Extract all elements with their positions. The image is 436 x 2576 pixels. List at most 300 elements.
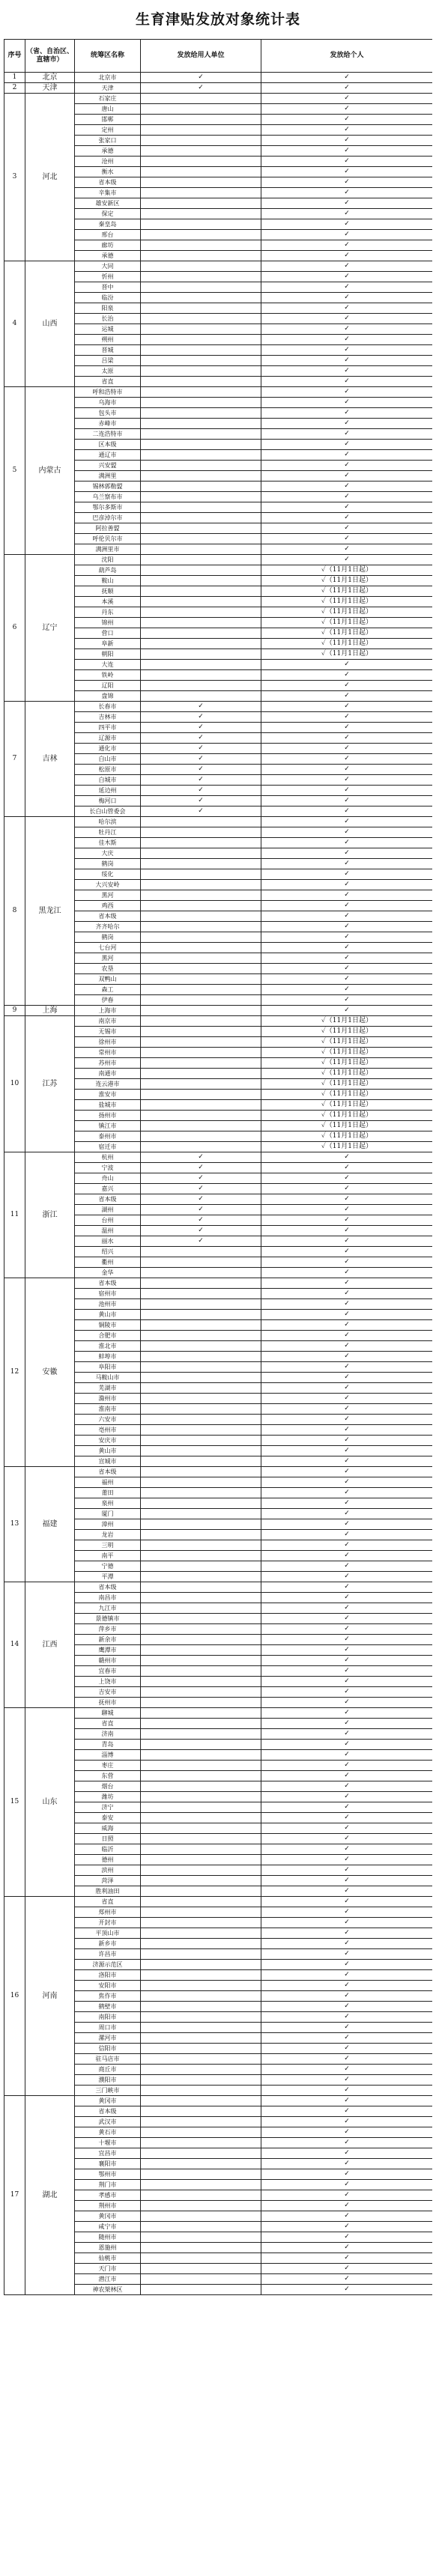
row-unit-mark (141, 157, 261, 167)
row-city: 省本级 (75, 1582, 141, 1593)
row-city: 盐城市 (75, 1100, 141, 1111)
row-unit-mark (141, 1331, 261, 1341)
row-person-mark: ✓ (261, 555, 433, 565)
row-city: 省本级 (75, 2106, 141, 2117)
row-unit-mark (141, 2106, 261, 2117)
row-person-mark: ✓ (261, 1194, 433, 1205)
row-person-mark: ✓ (261, 1960, 433, 1970)
row-unit-mark (141, 943, 261, 953)
row-unit-mark (141, 177, 261, 188)
row-city: 大庆 (75, 848, 141, 859)
row-city: 天津 (75, 83, 141, 94)
row-city: 无锡市 (75, 1027, 141, 1037)
row-city: 省本级 (75, 177, 141, 188)
row-unit-mark (141, 869, 261, 880)
row-city: 鸡西 (75, 901, 141, 911)
row-person-mark: ✓ (261, 356, 433, 366)
row-unit-mark (141, 1477, 261, 1488)
row-unit-mark (141, 1635, 261, 1645)
table-row (4, 555, 433, 565)
row-city: 阜新 (75, 639, 141, 649)
row-unit-mark (141, 1509, 261, 1519)
row-person-mark: ✓ (261, 377, 433, 387)
row-person-mark: ✓ (261, 901, 433, 911)
row-city: 襄阳市 (75, 2159, 141, 2169)
row-person-mark: ✓ (261, 1970, 433, 1981)
row-seq: 5 (4, 387, 25, 555)
row-city: 滁州市 (75, 1394, 141, 1404)
row-city: 平顶山市 (75, 1928, 141, 1939)
row-person-mark: ✓ (261, 953, 433, 964)
row-city: 辽阳 (75, 681, 141, 691)
row-person-mark: ✓ (261, 83, 433, 94)
row-unit-mark (141, 293, 261, 303)
row-city: 扬州市 (75, 1111, 141, 1121)
row-person-mark: ✓ (261, 471, 433, 482)
row-city: 唐山 (75, 104, 141, 115)
row-person-mark: ✓ (261, 786, 433, 796)
row-person-mark: ✓ (261, 2285, 433, 2295)
row-unit-mark: ✓ (141, 786, 261, 796)
row-province: 黑龙江 (25, 817, 75, 1006)
row-city: 运城 (75, 324, 141, 335)
row-unit-mark (141, 356, 261, 366)
row-unit-mark (141, 2012, 261, 2023)
row-unit-mark (141, 125, 261, 136)
row-person-mark: ✓ (261, 1666, 433, 1677)
row-person-mark: ✓ (261, 2169, 433, 2180)
row-person-mark: ✓ (261, 450, 433, 461)
row-person-mark: ✓ (261, 240, 433, 251)
row-person-mark: ✓ (261, 1781, 433, 1792)
row-city: 白山市 (75, 754, 141, 765)
row-person-mark: ✓ (261, 198, 433, 209)
row-city: 南通市 (75, 1069, 141, 1079)
row-person-mark: ✓ (261, 492, 433, 502)
row-unit-mark (141, 618, 261, 628)
row-person-mark: ✓ (261, 1834, 433, 1844)
row-unit-mark (141, 2211, 261, 2222)
row-unit-mark (141, 848, 261, 859)
row-city: 黄冈市 (75, 2211, 141, 2222)
row-unit-mark: ✓ (141, 1163, 261, 1173)
row-city: 吉林市 (75, 712, 141, 723)
row-unit-mark (141, 1037, 261, 1048)
row-unit-mark (141, 1121, 261, 1131)
row-unit-mark (141, 94, 261, 104)
row-unit-mark (141, 534, 261, 544)
row-unit-mark (141, 1467, 261, 1477)
row-person-mark: ✓ (261, 73, 433, 83)
table-row (4, 94, 433, 104)
row-unit-mark (141, 2148, 261, 2159)
row-city: 杭州 (75, 1152, 141, 1163)
row-unit-mark (141, 1540, 261, 1551)
row-person-mark: ✓ (261, 702, 433, 712)
row-person-mark: ✓ (261, 272, 433, 282)
row-unit-mark (141, 450, 261, 461)
row-person-mark: ✓（11月1日起） (261, 1121, 433, 1131)
row-person-mark: ✓ (261, 2033, 433, 2044)
row-unit-mark: ✓ (141, 712, 261, 723)
row-province: 河南 (25, 1897, 75, 2096)
row-unit-mark (141, 1719, 261, 1729)
row-unit-mark (141, 1855, 261, 1865)
row-person-mark: ✓ (261, 1750, 433, 1761)
row-city: 德州 (75, 1855, 141, 1865)
row-person-mark: ✓ (261, 2096, 433, 2106)
row-person-mark: ✓ (261, 387, 433, 398)
row-city: 省直 (75, 1719, 141, 1729)
row-unit-mark (141, 482, 261, 492)
row-unit-mark (141, 2169, 261, 2180)
row-person-mark: ✓ (261, 440, 433, 450)
row-person-mark: ✓ (261, 1603, 433, 1614)
row-person-mark: ✓ (261, 1582, 433, 1593)
row-city: 绍兴 (75, 1247, 141, 1257)
row-person-mark: ✓ (261, 1173, 433, 1184)
row-city: 太原 (75, 366, 141, 377)
table-row (4, 1708, 433, 1719)
row-person-mark: ✓ (261, 1561, 433, 1572)
row-unit-mark (141, 1394, 261, 1404)
row-city: 本溪 (75, 597, 141, 607)
row-unit-mark: ✓ (141, 83, 261, 94)
row-person-mark: ✓ (261, 1425, 433, 1436)
row-city: 乌海市 (75, 398, 141, 408)
row-city: 牡丹江 (75, 827, 141, 838)
row-person-mark: ✓ (261, 146, 433, 157)
row-unit-mark: ✓ (141, 1215, 261, 1226)
row-person-mark: ✓ (261, 1624, 433, 1635)
row-unit-mark (141, 1781, 261, 1792)
row-unit-mark (141, 1572, 261, 1582)
row-person-mark: ✓ (261, 848, 433, 859)
row-city: 菏泽 (75, 1876, 141, 1886)
row-unit-mark (141, 314, 261, 324)
row-person-mark: ✓ (261, 691, 433, 702)
row-city: 鄂州市 (75, 2169, 141, 2180)
table-row (4, 1897, 433, 1907)
row-city: 巴彦淖尔市 (75, 513, 141, 523)
page-title: 生育津贴发放对象统计表 (135, 11, 300, 28)
row-city: 潍坊 (75, 1792, 141, 1802)
row-city: 吉安市 (75, 1687, 141, 1698)
row-city: 满洲里市 (75, 544, 141, 555)
row-city: 济宁 (75, 1802, 141, 1813)
row-city: 淮安市 (75, 1090, 141, 1100)
row-person-mark: ✓ (261, 1918, 433, 1928)
header-city: 统筹区名称 (75, 40, 141, 73)
row-person-mark: ✓ (261, 2201, 433, 2211)
row-city: 满洲里 (75, 471, 141, 482)
table-row (4, 702, 433, 712)
row-city: 阜阳市 (75, 1362, 141, 1373)
row-unit-mark: ✓ (141, 1194, 261, 1205)
row-person-mark: ✓ (261, 1740, 433, 1750)
row-person-mark: ✓ (261, 104, 433, 115)
row-city: 区本级 (75, 440, 141, 450)
row-person-mark: ✓ (261, 261, 433, 272)
row-person-mark: ✓ (261, 1949, 433, 1960)
row-person-mark: ✓ (261, 1509, 433, 1519)
row-person-mark: ✓ (261, 408, 433, 419)
row-city: 石家庄 (75, 94, 141, 104)
row-unit-mark (141, 1614, 261, 1624)
row-person-mark: ✓ (261, 2253, 433, 2264)
table-row (4, 1278, 433, 1289)
row-city: 濮阳市 (75, 2075, 141, 2086)
row-person-mark: ✓ (261, 1373, 433, 1383)
row-city: 威海 (75, 1823, 141, 1834)
row-unit-mark (141, 1624, 261, 1635)
row-unit-mark (141, 324, 261, 335)
row-city: 滨州 (75, 1865, 141, 1876)
row-city: 晋城 (75, 345, 141, 356)
row-person-mark: ✓ (261, 1278, 433, 1289)
row-city: 南阳市 (75, 2012, 141, 2023)
row-person-mark: ✓（11月1日起） (261, 1037, 433, 1048)
row-city: 荆门市 (75, 2180, 141, 2190)
row-unit-mark (141, 167, 261, 177)
row-person-mark: ✓ (261, 230, 433, 240)
table-row (4, 1016, 433, 1027)
row-city: 沧州 (75, 157, 141, 167)
row-person-mark: ✓ (261, 1404, 433, 1415)
row-city: 沈阳 (75, 555, 141, 565)
header-seq: 序号 (4, 40, 25, 73)
row-unit-mark (141, 1058, 261, 1069)
row-seq: 13 (4, 1467, 25, 1582)
row-person-mark: ✓ (261, 1907, 433, 1918)
row-city: 九江市 (75, 1603, 141, 1614)
row-city: 伊春 (75, 995, 141, 1006)
row-unit-mark: ✓ (141, 723, 261, 733)
row-city: 邯郸 (75, 115, 141, 125)
row-person-mark: ✓（11月1日起） (261, 639, 433, 649)
row-person-mark: ✓ (261, 2086, 433, 2096)
row-person-mark: ✓ (261, 1268, 433, 1278)
row-city: 吕梁 (75, 356, 141, 366)
row-city: 双鸭山 (75, 974, 141, 985)
row-person-mark: ✓ (261, 157, 433, 167)
row-person-mark: ✓ (261, 1477, 433, 1488)
row-city: 葫芦岛 (75, 565, 141, 576)
row-city: 淄博 (75, 1750, 141, 1761)
row-city: 上海市 (75, 1006, 141, 1016)
row-unit-mark: ✓ (141, 754, 261, 765)
row-person-mark: ✓（11月1日起） (261, 649, 433, 660)
row-unit-mark (141, 1362, 261, 1373)
table-body (4, 73, 433, 2295)
row-person-mark: ✓ (261, 1540, 433, 1551)
row-person-mark: ✓ (261, 890, 433, 901)
row-city: 晋中 (75, 282, 141, 293)
row-unit-mark (141, 219, 261, 230)
row-city: 合肥市 (75, 1331, 141, 1341)
row-person-mark: ✓ (261, 177, 433, 188)
row-person-mark: ✓ (261, 209, 433, 219)
row-person-mark: ✓ (261, 282, 433, 293)
row-city: 省本级 (75, 1467, 141, 1477)
row-person-mark: ✓ (261, 2190, 433, 2201)
header-person: 发放给个人 (261, 40, 433, 73)
table-row (4, 1582, 433, 1593)
row-unit-mark: ✓ (141, 765, 261, 775)
row-person-mark: ✓ (261, 1886, 433, 1897)
row-city: 忻州 (75, 272, 141, 282)
row-person-mark: ✓ (261, 461, 433, 471)
row-city: 秦皇岛 (75, 219, 141, 230)
row-city: 营口 (75, 628, 141, 639)
row-person-mark: ✓ (261, 1928, 433, 1939)
row-province: 上海 (25, 1006, 75, 1016)
row-person-mark: ✓ (261, 1729, 433, 1740)
row-unit-mark (141, 1761, 261, 1771)
row-person-mark: ✓（11月1日起） (261, 1058, 433, 1069)
row-person-mark: ✓ (261, 723, 433, 733)
row-person-mark: ✓ (261, 943, 433, 953)
row-city: 黄石市 (75, 2127, 141, 2138)
row-unit-mark: ✓ (141, 1205, 261, 1215)
row-person-mark: ✓ (261, 1719, 433, 1729)
row-unit-mark (141, 198, 261, 209)
row-person-mark: ✓ (261, 2127, 433, 2138)
row-unit-mark (141, 136, 261, 146)
row-person-mark: ✓ (261, 1362, 433, 1373)
row-city: 齐齐哈尔 (75, 922, 141, 932)
row-person-mark: ✓ (261, 1708, 433, 1719)
row-city: 嘉兴 (75, 1184, 141, 1194)
row-person-mark: ✓ (261, 964, 433, 974)
row-unit-mark (141, 660, 261, 670)
row-person-mark: ✓ (261, 94, 433, 104)
row-person-mark: ✓ (261, 502, 433, 513)
row-unit-mark (141, 2190, 261, 2201)
header-unit: 发放给用人单位 (141, 40, 261, 73)
row-person-mark: ✓ (261, 1488, 433, 1498)
row-seq: 11 (4, 1152, 25, 1278)
row-city: 临汾 (75, 293, 141, 303)
row-unit-mark (141, 1939, 261, 1949)
row-unit-mark (141, 1708, 261, 1719)
row-person-mark: ✓ (261, 806, 433, 817)
row-person-mark: ✓ (261, 1341, 433, 1352)
row-unit-mark (141, 1310, 261, 1320)
row-unit-mark (141, 366, 261, 377)
row-person-mark: ✓ (261, 2148, 433, 2159)
row-city: 台州 (75, 1215, 141, 1226)
row-seq: 12 (4, 1278, 25, 1467)
row-unit-mark (141, 513, 261, 523)
row-unit-mark (141, 251, 261, 261)
row-unit-mark (141, 1530, 261, 1540)
row-person-mark: ✓ (261, 2159, 433, 2169)
row-city: 哈尔滨 (75, 817, 141, 827)
row-unit-mark (141, 1352, 261, 1362)
row-unit-mark (141, 240, 261, 251)
row-unit-mark (141, 1865, 261, 1876)
row-unit-mark: ✓ (141, 1152, 261, 1163)
row-person-mark: ✓（11月1日起） (261, 1090, 433, 1100)
row-province: 湖北 (25, 2096, 75, 2295)
row-person-mark: ✓ (261, 775, 433, 786)
row-person-mark: ✓ (261, 2180, 433, 2190)
row-unit-mark (141, 1666, 261, 1677)
row-unit-mark (141, 890, 261, 901)
row-province: 浙江 (25, 1152, 75, 1278)
row-person-mark: ✓（11月1日起） (261, 1016, 433, 1027)
row-unit-mark (141, 523, 261, 534)
row-city: 新乡市 (75, 1939, 141, 1949)
row-city: 南京市 (75, 1016, 141, 1027)
row-unit-mark (141, 1603, 261, 1614)
row-province: 江西 (25, 1582, 75, 1708)
row-person-mark: ✓ (261, 1320, 433, 1331)
row-city: 孝感市 (75, 2190, 141, 2201)
row-unit-mark (141, 1582, 261, 1593)
row-unit-mark (141, 104, 261, 115)
row-city: 衢州 (75, 1257, 141, 1268)
row-person-mark: ✓ (261, 796, 433, 806)
row-unit-mark (141, 2264, 261, 2274)
row-unit-mark (141, 1142, 261, 1152)
row-seq: 15 (4, 1708, 25, 1897)
row-unit-mark (141, 1729, 261, 1740)
row-person-mark: ✓ (261, 1415, 433, 1425)
row-unit-mark (141, 1834, 261, 1844)
row-person-mark: ✓ (261, 2264, 433, 2274)
row-person-mark: ✓ (261, 1897, 433, 1907)
row-person-mark: ✓（11月1日起） (261, 1142, 433, 1152)
row-city: 兴安盟 (75, 461, 141, 471)
row-seq: 8 (4, 817, 25, 1006)
row-city: 景德镇市 (75, 1614, 141, 1624)
row-city: 蚌埠市 (75, 1352, 141, 1362)
row-city: 青岛 (75, 1740, 141, 1750)
row-person-mark: ✓ (261, 1823, 433, 1834)
row-city: 厦门 (75, 1509, 141, 1519)
row-city: 鹤岗 (75, 859, 141, 869)
row-unit-mark (141, 1456, 261, 1467)
row-city: 大兴安岭 (75, 880, 141, 890)
row-unit-mark (141, 1740, 261, 1750)
row-unit-mark (141, 1069, 261, 1079)
row-city: 马鞍山市 (75, 1373, 141, 1383)
table-row (4, 817, 433, 827)
row-unit-mark (141, 1750, 261, 1761)
row-person-mark: ✓ (261, 712, 433, 723)
row-unit-mark (141, 2117, 261, 2127)
row-person-mark: ✓ (261, 2075, 433, 2086)
row-city: 平潭 (75, 1572, 141, 1582)
row-city: 省直 (75, 1897, 141, 1907)
row-city: 苏州市 (75, 1058, 141, 1069)
row-city: 黄山市 (75, 1310, 141, 1320)
row-unit-mark (141, 1645, 261, 1656)
row-person-mark: ✓ (261, 1865, 433, 1876)
row-unit-mark (141, 985, 261, 995)
row-city: 新余市 (75, 1635, 141, 1645)
row-city: 泰安 (75, 1813, 141, 1823)
row-city: 临沂 (75, 1844, 141, 1855)
table-row (4, 1467, 433, 1477)
row-city: 农垦 (75, 964, 141, 974)
row-person-mark: ✓ (261, 1991, 433, 2002)
row-person-mark: ✓ (261, 817, 433, 827)
row-unit-mark (141, 1278, 261, 1289)
row-unit-mark (141, 2285, 261, 2295)
